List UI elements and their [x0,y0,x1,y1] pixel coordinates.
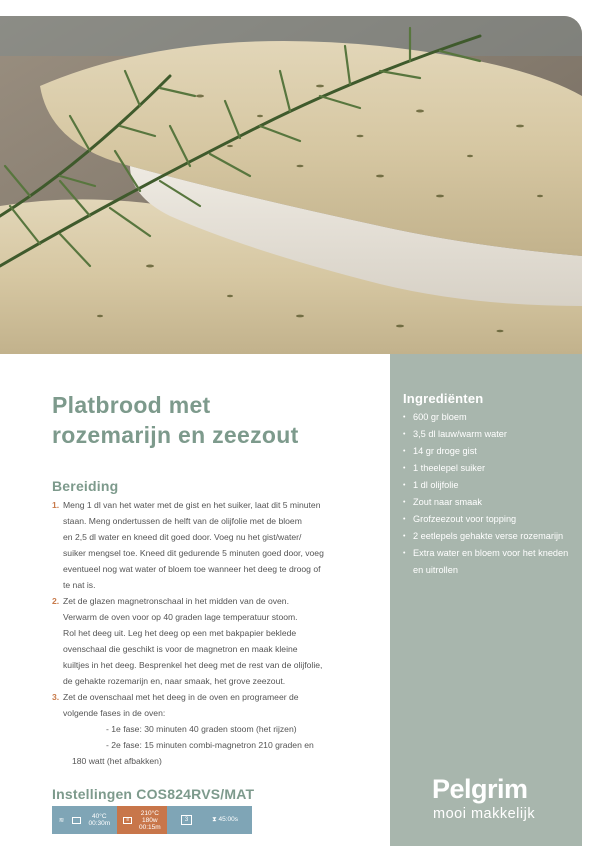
ingredienten-heading: Ingrediënten [403,391,484,406]
phase-2-time: 00:15m [138,823,161,831]
phase-2-settings [117,806,167,834]
step-line: Zet de ovenschaal met het deeg in de oven en programeer de [63,692,299,702]
phase-1-values [88,813,110,827]
step-line: suiker mengsel toe. Kneed dit gedurende 5 minuten goed door, voeg [63,548,324,558]
recipe-photo [0,16,582,354]
steam-icon: ≋ [58,817,65,824]
brand-name: Pelgrim [432,774,528,804]
step-line: de gehakte rozemarijn en, naar smaak, het grove zeezout. [63,676,286,686]
oven-icon [72,817,81,824]
flatbread-rosemary-image [0,16,582,354]
hourglass-icon: ⧗ [212,816,217,823]
total-settings [167,806,252,834]
combi-microwave-icon: ≡ [123,817,132,824]
phase-line: - 1e fase: 30 minuten 40 graden stoom (het rijzen) [106,724,297,734]
step-line: te nat is. [63,580,96,590]
recipe-content [0,354,390,846]
brand-tagline: mooi makkelijk [433,806,536,822]
phase-line-continued: 180 watt (het afbakken) [72,756,162,766]
step-line: Rol het deeg uit. Leg het deeg op een met bakpapier beklede [63,628,297,638]
step-line: Verwarm de oven voor op 40 graden lage temperatuur stoom. [63,612,298,622]
phase-1-time: 00:30m [88,820,111,827]
step-1 [52,497,384,593]
step-line: staan. Meng ondertussen de helft van de olijfolie met de bloem [63,516,302,526]
step-number: 2. [52,596,60,606]
step-2 [52,593,384,689]
instellingen-heading: Instellingen COS824RVS/MAT [52,786,255,802]
phase-2-temp: 210°C [140,809,159,817]
phase-2-values [139,810,161,831]
step-line: kuiltjes in het deeg. Besprenkel het deeg met de rest van de olijfolie, [63,660,323,670]
phase-2-watt: 180w [142,816,158,824]
step-line: Meng 1 dl van het water met de gist en het suiker, laat dit 5 minuten [63,500,321,510]
step-line: ovenschaal die geschikt is voor de magnetron en maak kleine [63,644,298,654]
phase-1-settings [52,806,117,834]
phase-line: - 2e fase: 15 minuten combi-magnetron 210 graden en [106,740,314,750]
total-time-group [212,816,238,824]
step-line: volgende fases in de oven: [63,708,166,718]
recipe-title-line-2: rozemarijn en zeezout [52,422,299,448]
ingredients-list [403,409,577,579]
bereiding-steps [52,497,384,769]
recipe-title-line-1: Platbrood met [52,392,211,418]
step-line: eventueel nog wat water of bloem toe wanneer het deeg te droog of [63,564,321,574]
level-indicator: 3 [181,815,192,825]
list-item: • 3,5 dl lauw/warm water [403,426,577,443]
list-item: • 2 eetlepels gehakte verse rozemarijn [403,528,577,545]
oven-settings-bar [52,806,252,834]
step-line: Zet de glazen magnetronschaal in het midden van de oven. [63,596,289,606]
ingredients-panel [390,354,582,846]
step-number: 1. [52,500,60,510]
step-3 [52,689,384,769]
list-item: • 14 gr droge gist [403,443,577,460]
brand-logo [432,774,535,824]
list-item: • 1 dl olijfolie [403,477,577,494]
step-number: 3. [52,692,60,702]
list-item: • Zout naar smaak [403,494,577,511]
step-line: en 2,5 dl water en kneed dit goed door. Voeg nu het gist/water/ [63,532,302,542]
list-item: • Extra water en bloem voor het kneden en uitrollen [403,545,577,579]
list-item: • 1 theelepel suiker [403,460,577,477]
list-item: • 600 gr bloem [403,409,577,426]
bereiding-heading: Bereiding [52,478,119,494]
total-time: 45:00s [218,816,239,823]
recipe-title [52,390,382,450]
phase-1-temp: 40°C [92,813,107,820]
list-item: • Grofzeezout voor topping [403,511,577,528]
